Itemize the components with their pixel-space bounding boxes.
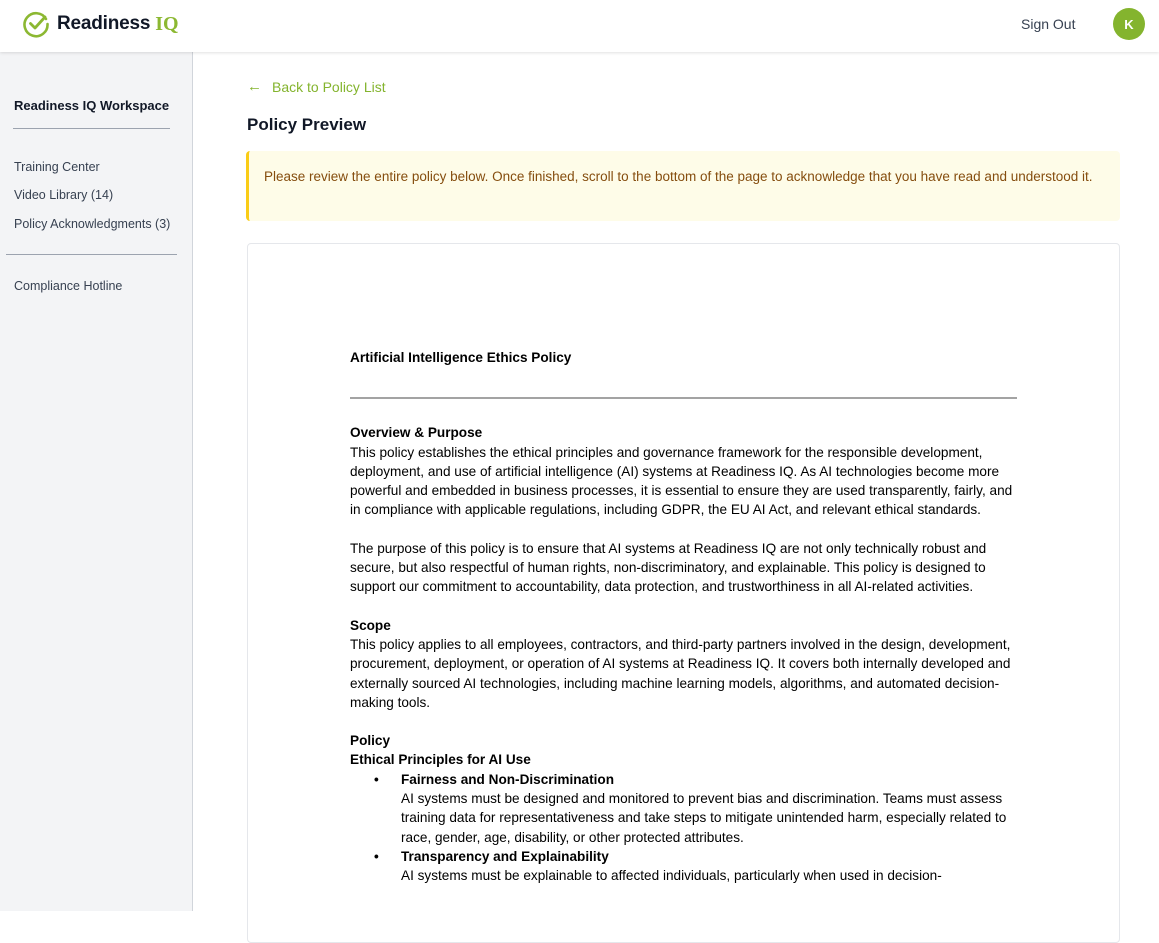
- doc-title: Artificial Intelligence Ethics Policy: [350, 350, 572, 365]
- subsection-heading: Ethical Principles for AI Use: [350, 752, 531, 768]
- sidebar-item-compliance-hotline[interactable]: Compliance Hotline: [14, 279, 123, 293]
- section-heading: Overview & Purpose: [350, 425, 483, 441]
- brand-name: Readiness: [57, 13, 151, 34]
- section-heading: Policy: [350, 733, 391, 749]
- principle-title: • Transparency and Explainability: [401, 848, 609, 864]
- policy-document[interactable]: [247, 243, 1120, 943]
- sidebar-item-training-center[interactable]: Training Center: [14, 160, 100, 174]
- paragraph: This policy establishes the ethical principles and governance framework for the responsible development, deployment, and use of artificial intelligence (AI) systems at Readiness IQ. As AI technologies become more powerful and embedded in business processes, it is essential to ensure they are used transparently, fairly, and in compliance with applicable regulations, including GDPR, the EU AI Act, and relevant ethical standards.: [350, 444, 1013, 518]
- paragraph: The purpose of this policy is to ensure that AI systems at Readiness IQ are not only technically robust and secure, but also respectful of human rights, non-discriminatory, and explainable. This policy is designed to support our commitment to accountability, data protection, and trustworthiness in all AI-related activities.: [350, 540, 987, 595]
- sidebar-item-video-library[interactable]: Video Library (14): [14, 188, 114, 202]
- principle-text: AI systems must be explainable to affected individuals, particularly when used in decision-: [401, 868, 942, 884]
- review-notice: Please review the entire policy below. Once finished, scroll to the bottom of the page to acknowledge that you have read and understood it.: [246, 151, 1120, 221]
- principle-title: • Fairness and Non-Discrimination: [401, 771, 615, 787]
- workspace-title: Readiness IQ Workspace: [14, 98, 170, 113]
- list-item: [350, 770, 1022, 847]
- principle-text: AI systems must be designed and monitored to prevent bias and discrimination. Teams must assess training data for representativeness and take steps to mitigate unintended harm, especially related to race, gender, age, disability, or other protected attributes.: [401, 791, 1007, 845]
- top-header: [0, 0, 1159, 52]
- doc-divider: [350, 397, 1017, 399]
- divider: [6, 254, 177, 255]
- sidebar-item-policy-acknowledgments[interactable]: Policy Acknowledgments (3): [14, 217, 171, 231]
- list-item: [350, 847, 1022, 886]
- paragraph: This policy applies to all employees, contractors, and third-party partners involved in the design, development, procurement, deployment, or operation of AI systems at Readiness IQ. It covers both internally developed and externally sourced AI technologies, including machine learning models, algorithms, and automated decision-making tools.: [350, 636, 1011, 710]
- check-circle-icon: [22, 10, 50, 38]
- section-heading: Scope: [350, 617, 391, 633]
- principles-list: [350, 770, 1022, 886]
- sidebar: [0, 52, 193, 911]
- avatar[interactable]: K: [1113, 8, 1145, 40]
- page-title: Policy Preview: [247, 115, 367, 134]
- sign-out-button[interactable]: Sign Out: [1021, 16, 1076, 32]
- brand-suffix: IQ: [155, 12, 179, 35]
- arrow-left-icon: ←: [247, 78, 262, 95]
- back-label: Back to Policy List: [272, 78, 386, 95]
- divider: [13, 128, 170, 129]
- logo[interactable]: [22, 10, 179, 38]
- back-to-policy-list-link[interactable]: [247, 78, 386, 95]
